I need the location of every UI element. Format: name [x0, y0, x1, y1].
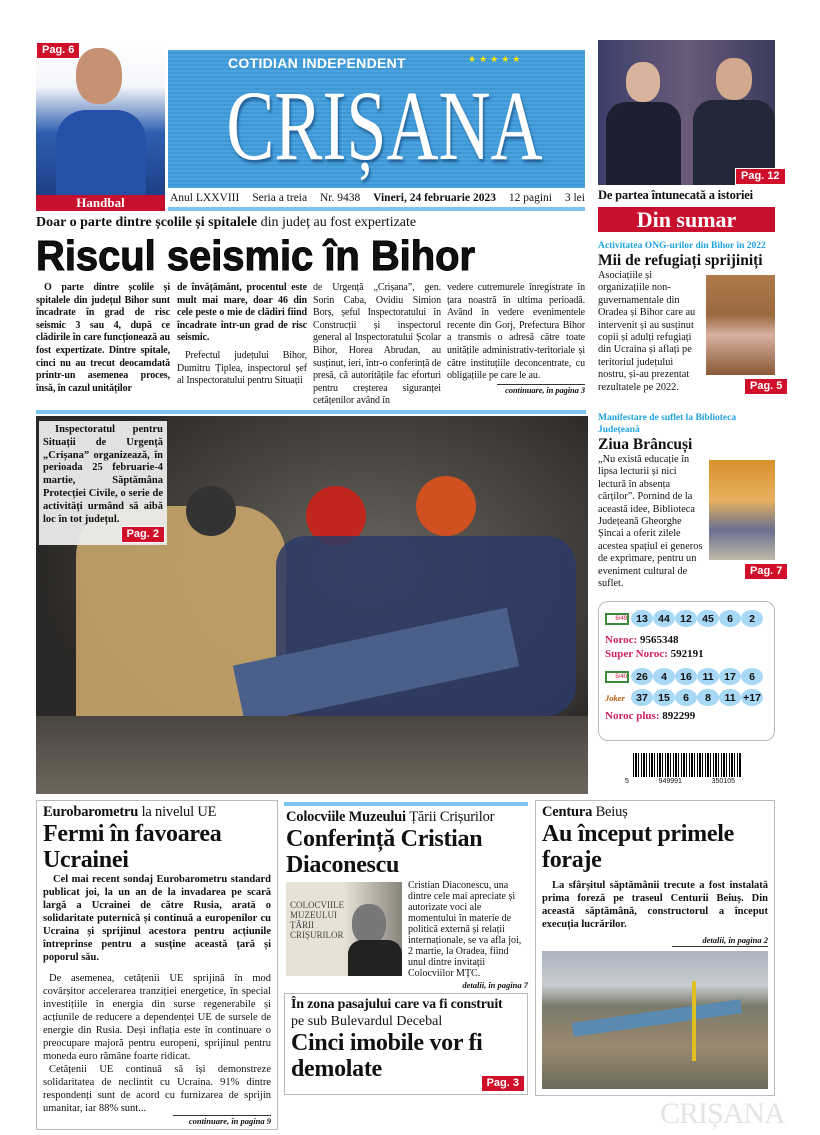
lottery-number: 6 — [675, 689, 697, 706]
politicians-handshake-photo[interactable] — [598, 40, 775, 185]
noroc-value: 9565348 — [639, 634, 679, 646]
lottery-number: 13 — [631, 610, 653, 627]
divider — [168, 207, 585, 211]
article-colocvii[interactable]: Colocviile Muzeului Țării Crișurilor Conferință Cristian Diaconescu COLOCVIILE MUZEULUI ȚĂRII CRIȘURILOR Cristian Diaconescu, una dintre cele mai apreciate și autorizate voci ale momentului în materie de politică externă și relații internaționale, se va afla joi, 2 martie, la Oradea, fiind unul dintre invitații Colocviilor MȚC. detalii, în pagina 7 — [286, 809, 528, 990]
top-right-caption[interactable]: De partea întunecată a istoriei — [598, 188, 753, 202]
lead-column-2: de învățământ, procentul este mult mai mare, doar 46 din cele peste o mie de clădiri fiind încadrate într-un grad de risc seismic. Prefectul județului Bihor, Dumitru Țiplea, inspectorul șef al Inspectoratului pentru Situații — [177, 282, 307, 387]
continue-link[interactable]: continuare, în pagina 9 — [173, 1115, 271, 1127]
lottery-results — [598, 601, 775, 741]
lead-kicker: Doar o parte dintre școlile și spitalele din județ au fost expertizate — [36, 215, 417, 230]
loto-6-49-icon: 6/49 — [605, 613, 629, 625]
loto-5-40-icon: 5/40 — [605, 671, 629, 683]
lottery-number: 6 — [719, 610, 741, 627]
noroc-label: Noroc: — [605, 634, 638, 646]
issue-number: Nr. 9438 — [319, 192, 361, 204]
article-eurobarometru[interactable]: Eurobarometru la nivelul UE Fermi în favoarea Ucrainei Cel mai recent sondaj Eurobarometru standard publicat joi, la un an de la invadarea pe scară largă a Ucrainei de către Rusia, arată o solidaritate puternică și continuă a europenilor cu Ucraina și sprijinul acestora pentru acțiunile întreprinse pentru a susține această țară și poporul său. De asemenea, cetățenii UE sprijină în mod covârșitor accelerarea tranziției energetice, în special investițiile în energia din surse regenerabile și acțiunile de reducere a dependenței UE de sursele de energie din Rusia. Deși inflația este în continuare o preocupare majoră pentru europeni, sprijinul pentru moneda euro rămâne foarte ridicat. Cetățenii UE continuă să își demonstreze solidaritatea de neclintit cu Ucraina. 91% dintre respondenți sunt de acord cu furnizarea de sprijin umanitar, iar 88% sunt... continuare, în pagina 9 — [36, 800, 278, 1130]
photo-caption-box: Inspectoratul pentru Situații de Urgență „Crișana” organizează, în perioada 25 februarie-4 martie, Săptămâna Protecției Civile, o serie de activități urmând să aibă loc în tot județul. Pag. 2 — [39, 421, 167, 545]
issue-date: Vineri, 24 februarie 2023 — [373, 192, 496, 204]
article-pasaj-decebal[interactable]: În zona pasajului care va fi construit pe sub Bulevardul Decebal Cinci imobile vor fi demolate Pag. 3 — [284, 993, 528, 1095]
masthead — [168, 50, 585, 188]
lottery-number: 2 — [741, 610, 763, 627]
masthead-subtitle: COTIDIAN INDEPENDENT — [228, 55, 406, 71]
divider — [284, 802, 528, 806]
sumar-header: Din sumar — [598, 207, 775, 232]
lottery-number: +17 — [741, 689, 763, 706]
continue-link[interactable]: detalii, în pagina 7 — [462, 980, 528, 990]
lottery-number: 37 — [631, 689, 653, 706]
handball-player-photo[interactable] — [36, 40, 165, 195]
masthead-logo: CRIȘANA — [226, 70, 543, 181]
page-badge[interactable]: Pag. 5 — [744, 378, 788, 395]
page-badge[interactable]: Pag. 12 — [735, 168, 786, 185]
lead-headline[interactable]: Riscul seismic în Bihor — [36, 232, 476, 279]
lottery-number: 44 — [653, 610, 675, 627]
article-centura-beius[interactable]: Centura Beiuș Au început primele foraje La sfârșitul săptămânii trecute a fost instalată prima foreză pe traseul Centurii Beiuș. Din această săptămână, constructorul a început execuția lucrărilor. detalii, în pagina 2 — [535, 800, 775, 1096]
drilling-site-photo — [542, 951, 768, 1089]
joker-logo-icon: Joker — [605, 692, 625, 703]
continue-link[interactable]: continuare, în pagina 3 — [497, 384, 585, 396]
lead-column-1: O parte dintre școlile și spitalele din județul Bihor sunt încadrate în grad de risc seismic 3 sau 4, după ce clădirile în care funcționează au fost expertizate. Dintre spitale, cinci nu au trecut deocamdată printr-un asemenea proces, însă, în cazul unităților — [36, 282, 170, 394]
lottery-number: 6 — [741, 668, 763, 685]
noroc-plus-label: Noroc plus: — [605, 710, 660, 722]
section-label-handbal: Handbal — [36, 195, 165, 211]
page-badge[interactable]: Pag. 2 — [121, 526, 165, 543]
lottery-number: 11 — [719, 689, 741, 706]
conference-room-photo — [706, 275, 775, 375]
page-badge[interactable]: Pag. 6 — [36, 42, 80, 59]
divider — [36, 410, 586, 414]
eu-stars-icon: ★★★★★ — [468, 54, 524, 64]
watermark-logo: CRIȘANA — [660, 1097, 785, 1130]
lottery-number: 8 — [697, 689, 719, 706]
lottery-number: 45 — [697, 610, 719, 627]
noroc-plus-value: 892299 — [662, 710, 696, 722]
lottery-number: 4 — [653, 668, 675, 685]
lottery-number: 26 — [631, 668, 653, 685]
issue-price: 3 lei — [564, 192, 585, 204]
lead-column-4: vedere cutremurele înregistrate în țara noastră în ultima perioadă. Având în vedere evenimentele recente din Gorj, Prefectura Bihor a transmis o adresă către toate unitățile administrativ-teritoriale și către instituțiile deconcentrate, cu obligațiile pe care le au. continuare, în pagina 3 — [447, 282, 585, 395]
lottery-number: 16 — [675, 668, 697, 685]
issue-pages: 12 pagini — [508, 192, 552, 204]
lottery-number: 12 — [675, 610, 697, 627]
continue-link[interactable]: detalii, în pagina 2 — [672, 935, 768, 947]
lead-column-3: de Urgență „Crișana”, gen. Sorin Caba, Ovidiu Simion Borș, șeful Inspectoratului în Construcții și inspectorul general al Inspectoratului Școlar Bihor, Horea Abrudan, au susținut, ieri, într-o conferință de presă, că autoritățile fac eforturi pentru creșterea siguranței cetățenilor având în — [313, 282, 441, 407]
sumar-item-brancusi[interactable]: Manifestare de suflet la Biblioteca Județeană Ziua Brâncuși „Nu există educație în lipsa lecturii și nici lectură în absența cărților”. Pornind de la această idee, Biblioteca Județeană Gheorghe Șincai a oferit zilele acestea spațiul ei generos de exprimare, pentru un eveniment cultural de suflet. — [598, 412, 775, 590]
super-noroc-label: Super Noroc: — [605, 648, 668, 660]
issue-series: Seria a treia — [252, 192, 308, 204]
lottery-number: 17 — [719, 668, 741, 685]
page-badge[interactable]: Pag. 3 — [481, 1075, 525, 1092]
lottery-number: 11 — [697, 668, 719, 685]
issue-info-bar — [170, 191, 585, 205]
barcode: 5 949991 350105 — [625, 753, 745, 787]
super-noroc-value: 592191 — [670, 648, 704, 660]
library-event-photo — [709, 460, 775, 560]
lottery-number: 15 — [653, 689, 675, 706]
colocvii-poster-image: COLOCVIILE MUZEULUI ȚĂRII CRIȘURILOR — [286, 882, 402, 976]
page-badge[interactable]: Pag. 7 — [744, 563, 788, 580]
issue-year: Anul LXXVIII — [170, 192, 240, 204]
sumar-item-ong[interactable]: Activitatea ONG-urilor din Bihor în 2022 Mii de refugiați sprijiniți Asociațiile și organizațiile non-guvernamentale din Oradea și Bihor care au intervenit și au susținut copii și adulți refugiați din Ucraina și aflați pe teritoriul județului nostru, și-au prezentat rezultatele pe 2022. — [598, 240, 775, 394]
